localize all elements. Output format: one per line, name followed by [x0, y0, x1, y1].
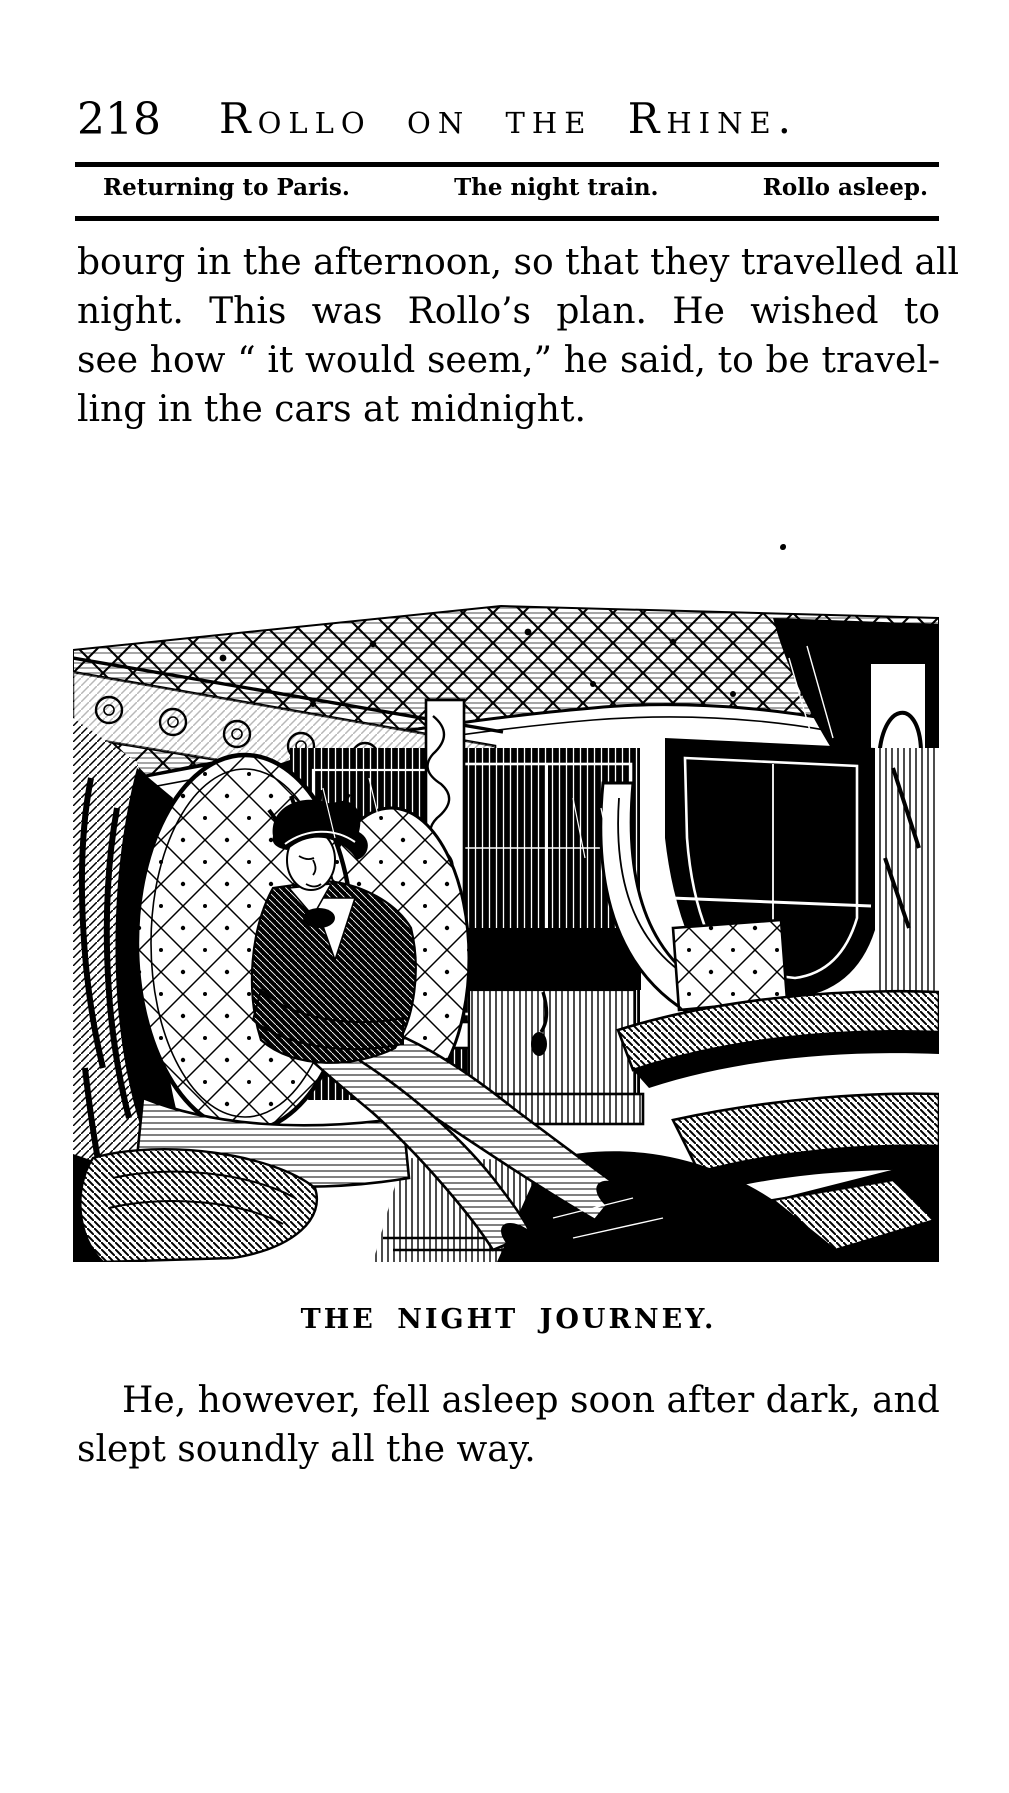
paragraph-continued [77, 238, 959, 434]
subhead-left: Returning to Paris. [103, 174, 350, 201]
subhead-right: Rollo asleep. [762, 174, 928, 201]
illustration-figure [73, 598, 939, 1262]
text-line: ling in the cars at midnight. [77, 389, 586, 430]
running-head [77, 96, 940, 146]
ink-speck [780, 544, 786, 550]
night-journey-engraving [73, 598, 939, 1262]
text-line: bourg in the afternoon, so that they travelled all [77, 242, 959, 283]
text-line: He, however, fell asleep soon after dark, and [122, 1380, 940, 1421]
header-rule-top [75, 162, 939, 167]
page-number: 218 [77, 94, 161, 145]
subhead-center: The night train. [454, 174, 659, 201]
figure-caption: THE NIGHT JOURNEY. [300, 1304, 717, 1335]
paragraph-closing [77, 1376, 940, 1474]
text-line: see how “ it would seem,” he said, to be travel- [77, 340, 940, 381]
subhead-row [77, 174, 940, 202]
running-title: Rollo on the Rhine. [219, 94, 798, 143]
text-line: slept soundly all the way. [77, 1429, 536, 1470]
header-rule-bottom [75, 216, 939, 221]
text-line: night. This was Rollo’s plan. He wished to [77, 291, 940, 332]
